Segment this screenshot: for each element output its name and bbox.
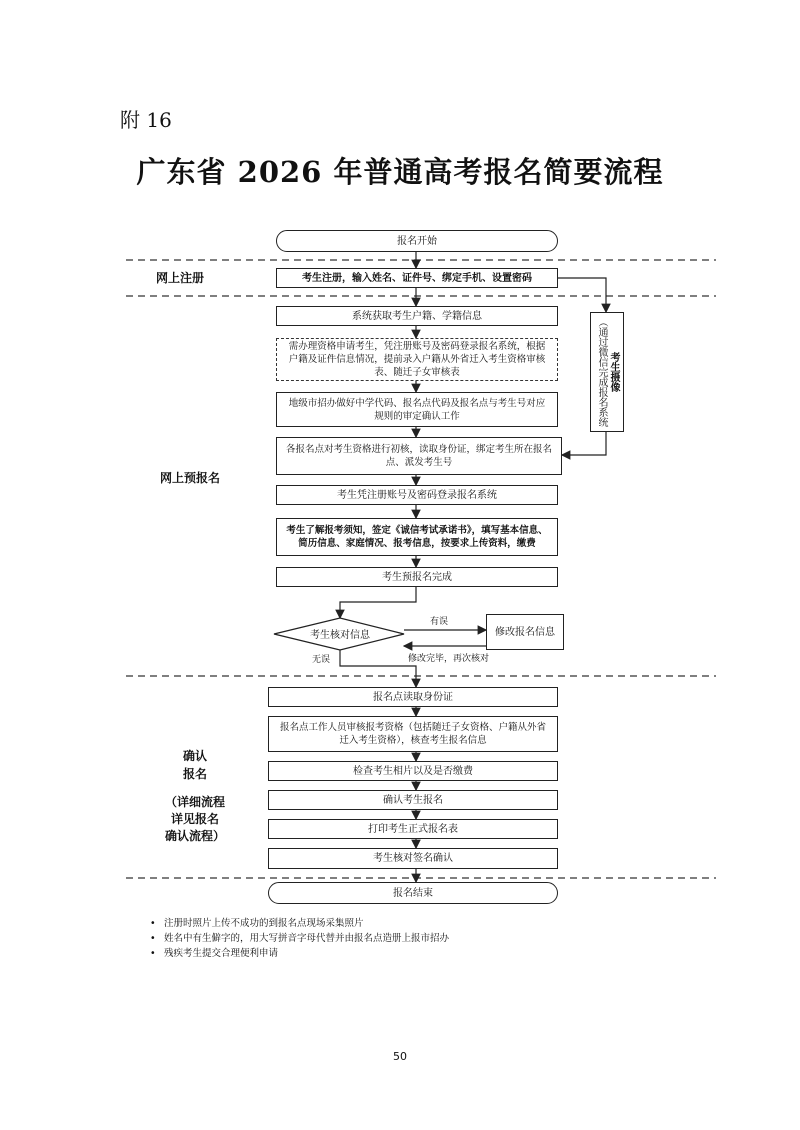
section-confirm-detail-1: （详细流程 <box>164 795 225 809</box>
note-item: • 注册时照片上传不成功的到报名点现场采集照片 <box>150 916 449 931</box>
photo-side-text-2: 考生摄像 <box>608 352 619 392</box>
section-confirm-detail-2: 详见报名 <box>170 812 219 826</box>
modify-info-step: 修改报名信息 <box>486 614 564 650</box>
section-confirm-detail-3: 确认流程） <box>164 829 225 843</box>
modify-done-label: 修改完毕，再次核对 <box>408 654 490 664</box>
login-system-step: 考生凭注册账号及密码登录报名系统 <box>276 485 558 505</box>
appendix-label: 附 16 <box>120 108 172 132</box>
no-error-label: 无误 <box>312 655 331 665</box>
note-item: • 姓名中有生僻字的，用大写拼音字母代替并由报名点造册上报市招办 <box>150 931 449 946</box>
section-confirm-2: 报名 <box>182 767 207 781</box>
prereg-done-step: 考生预报名完成 <box>276 567 558 587</box>
page-number: 50 <box>393 1050 407 1063</box>
end-node: 报名结束 <box>268 882 558 904</box>
has-error-label: 有误 <box>430 617 449 627</box>
check-info-decision: 考生核对信息 <box>310 630 370 641</box>
photo-side-box <box>590 312 624 432</box>
page-title: 广东省 2026 年普通高考报名简要流程 <box>136 155 664 189</box>
section-online-prereg: 网上预报名 <box>159 471 220 485</box>
staff-review-step: 报名点工作人员审核报考资格（包括随迁子女资格、户籍从外省迁入考生资格），核查考生报名信息 <box>268 716 558 752</box>
read-id-step: 报名点读取身份证 <box>268 687 558 707</box>
print-form-step: 打印考生正式报名表 <box>268 819 558 839</box>
notes-list <box>150 916 449 961</box>
school-code-step: 地级市招办做好中学代码、报名点代码及报名点与考生号对应规则的审定确认工作 <box>276 392 558 427</box>
system-fetch-step: 系统获取考生户籍、学籍信息 <box>276 306 558 326</box>
sign-confirm-step: 考生核对签名确认 <box>268 848 558 869</box>
qualification-apply-step: 需办理资格申请考生，凭注册账号及密码登录报名系统，根据户籍及证件信息情况，提前录入户籍从外省迁入考生资格审核表、随迁子女审核表 <box>276 338 558 381</box>
initial-review-step: 各报名点对考生资格进行初核，读取身份证，绑定考生所在报名点、派发考生号 <box>276 437 562 475</box>
confirm-reg-step: 确认考生报名 <box>268 790 558 810</box>
register-step: 考生注册，输入姓名、证件号、绑定手机、设置密码 <box>276 268 558 288</box>
photo-fee-step: 检查考生相片以及是否缴费 <box>268 761 558 781</box>
fill-info-step: 考生了解报考须知，签定《诚信考试承诺书》，填写基本信息、简历信息、家庭情况、报考信息，按要求上传资料，缴费 <box>276 518 558 556</box>
start-node: 报名开始 <box>276 230 558 252</box>
note-item: • 残疾考生提交合理便利申请 <box>150 946 449 961</box>
photo-side-text-1: （通过微信完成报名系统 <box>596 317 607 427</box>
section-online-register: 网上注册 <box>155 271 204 285</box>
section-confirm-1: 确认 <box>182 749 207 763</box>
